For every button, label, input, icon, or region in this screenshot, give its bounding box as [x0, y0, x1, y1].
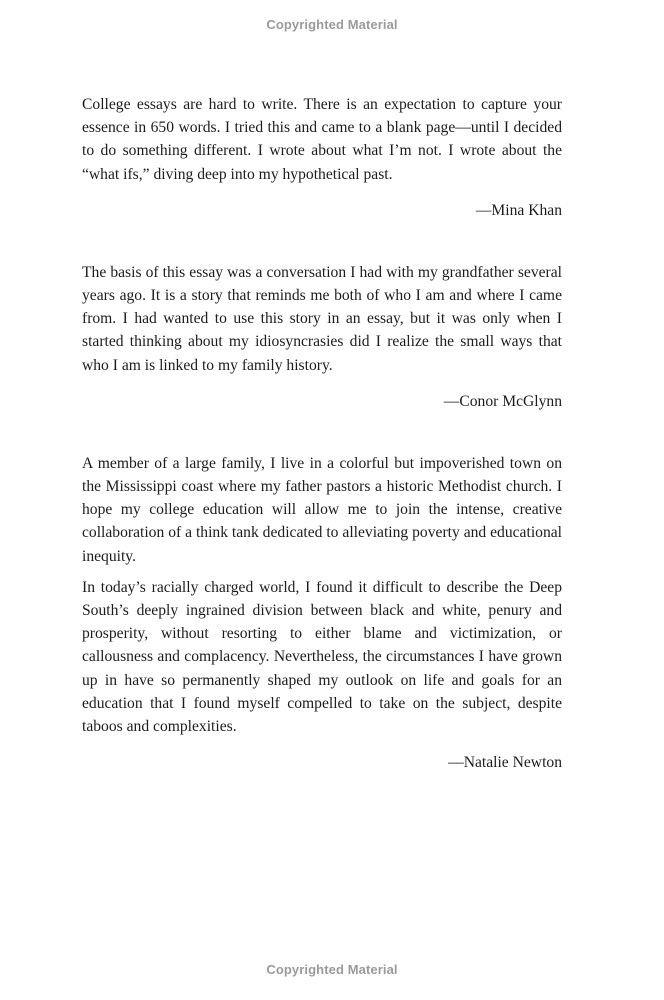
page-body: [82, 93, 562, 774]
author-signature: —Conor McGlynn: [443, 392, 562, 410]
essay-note-paragraph: College essays are hard to write. There is an expectation to capture your essence in 650 words. I tried this and came to a blank page—until I decided to do something different. I wrote about what I’m not. I wrote about the “what ifs,” diving deep into my hypothetical past.: [82, 96, 562, 183]
essay-note-natalie-newton: [82, 452, 562, 774]
author-signature: —Natalie Newton: [448, 754, 562, 772]
essay-note-conor-mcglynn: [82, 261, 562, 413]
copyright-watermark-bottom: Copyrighted Material: [266, 962, 398, 977]
essay-note-mina-khan: [82, 93, 562, 222]
author-signature: —Mina Khan: [475, 201, 562, 219]
essay-note-paragraph: A member of a large family, I live in a colorful but impoverished town on the Mississippi coast where my father pastors a historic Methodist church. I hope my college education will allow me to join the intense, creative collaboration of a think tank dedicated to alleviating poverty and educational inequity.: [82, 454, 562, 565]
essay-note-paragraph: The basis of this essay was a conversation I had with my grandfather several years ago. It is a story that reminds me both of who I am and where I came from. I had wanted to use this story in an essay, but it was only when I started thinking about my idiosyncrasies did I realize the small ways that who I am is linked to my family history.: [82, 263, 562, 374]
essay-note-paragraph: In today’s racially charged world, I found it difficult to describe the Deep South’s deeply ingrained division between black and white, penury and prosperity, without resorting to either blame and victimization, or callousness and complacency. Nevertheless, the circumstances I have grown up in have so permanently shaped my outlook on life and goals for an education that I found myself compelled to take on the subject, despite taboos and complexities.: [82, 578, 562, 736]
copyright-watermark-top: Copyrighted Material: [266, 17, 398, 32]
